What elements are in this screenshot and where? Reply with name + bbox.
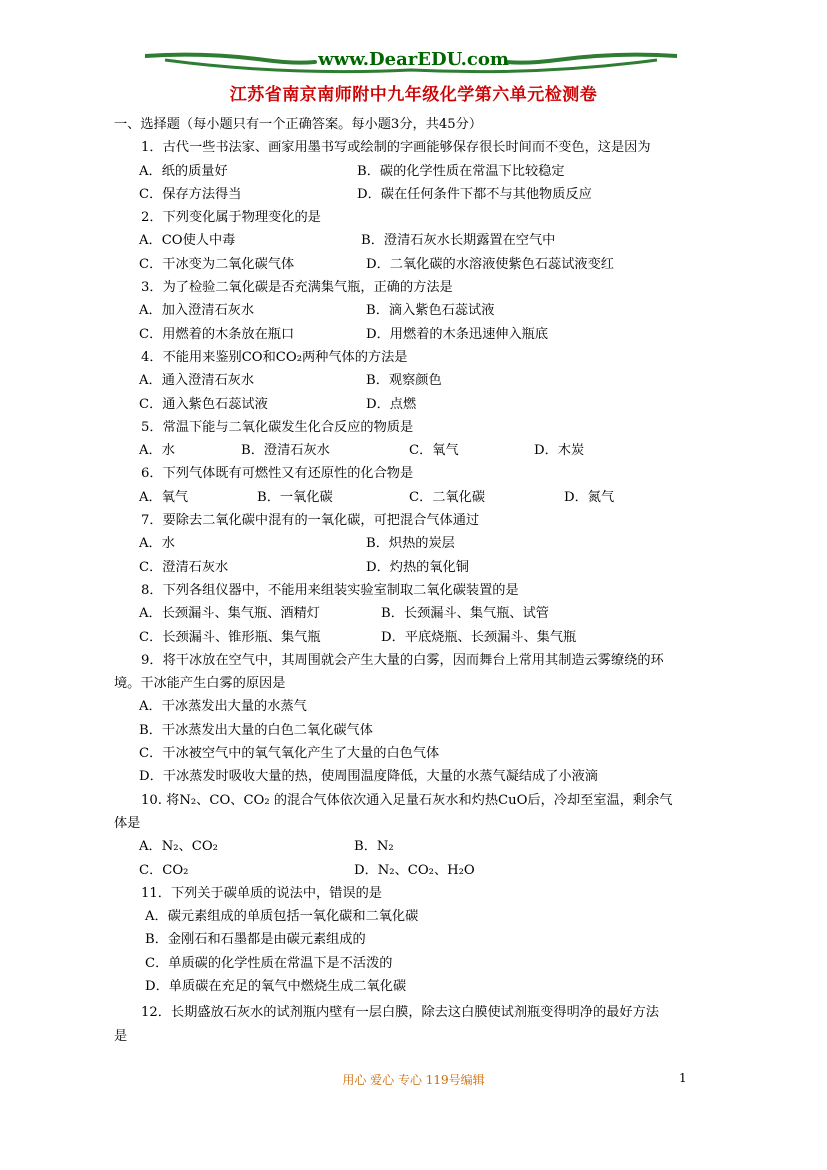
question-stem-continued: 境。干冰能产生白雾的原因是 [114,676,286,692]
option-a: A．加入澄清石灰水 [139,303,255,319]
exam-content [114,113,717,1048]
option-d: D．平底烧瓶、长颈漏斗、集气瓶 [381,629,577,645]
option-c: C．氧气 [409,443,459,459]
option-a: A．氧气 [139,489,189,505]
option-b: B．观察颜色 [366,373,442,389]
question-stem: 12．长期盛放石灰水的试剂瓶内壁有一层白膜，除去这白膜使试剂瓶变得明净的最好方法 [141,1005,659,1021]
option-c: C．干冰被空气中的氧气氧化产生了大量的白色气体 [139,746,440,762]
option-d: D．灼热的氧化铜 [366,559,469,575]
option-a: A．纸的质量好 [139,163,228,179]
option-a: A．N₂、CO₂ [139,839,218,855]
option-row [117,183,717,206]
option-d: D．木炭 [534,443,585,459]
option-d: D．点燃 [366,396,417,412]
option-d: D．N₂、CO₂、H₂O [354,862,475,878]
option-b: B．金刚石和石墨都是由碳元素组成的 [145,932,366,948]
option-row [117,253,717,276]
option-row [117,229,717,252]
question-stem: 6．下列气体既有可燃性又有还原性的化合物是 [141,466,414,482]
option-row [117,486,717,509]
site-name: www.DearEDU.com [318,49,509,70]
footer-slogan: 用心 爱心 专心 119号编辑 [342,1073,485,1087]
option-b: B．碳的化学性质在常温下比较稳定 [357,163,565,179]
option-c: C．澄清石灰水 [139,559,229,575]
option-c: C．长颈漏斗、锥形瓶、集气瓶 [139,629,321,645]
option-row [117,439,717,462]
option-a: A．水 [139,536,175,552]
option-row [117,556,717,579]
option-row [117,299,717,322]
option-row [117,323,717,346]
question-stem-continued: 体是 [114,815,141,831]
question-stem: 9．将干冰放在空气中，其周围就会产生大量的白雾，因而舞台上常用其制造云雾缭绕的环 [141,652,664,668]
option-row [117,369,717,392]
option-b: B．滴入紫色石蕊试液 [366,303,495,319]
page-number: 1 [679,1071,687,1085]
option-d: D．氮气 [564,489,615,505]
option-row [117,835,717,858]
option-a: A．干冰蒸发出大量的水蒸气 [139,699,307,715]
question-stem: 2．下列变化属于物理变化的是 [141,210,321,226]
option-row [117,626,717,649]
option-row [117,532,717,555]
option-d: D．二氧化碳的水溶液使紫色石蕊试液变红 [366,256,614,272]
question-stem: 8．下列各组仪器中，不能用来组装实验室制取二氧化碳装置的是 [141,582,519,598]
option-d: D．单质碳在充足的氧气中燃烧生成二氧化碳 [145,978,407,994]
option-b: B．N₂ [354,839,394,855]
option-a: A．长颈漏斗、集气瓶、酒精灯 [139,606,320,622]
question-stem: 3．为了检验二氧化碳是否充满集气瓶，正确的方法是 [141,280,453,296]
page-title: 江苏省南京南师附中九年级化学第六单元检测卷 [229,85,598,105]
option-b: B．澄清石灰水 [241,443,330,459]
question-stem: 10. 将N₂、CO、CO₂ 的混合气体依次通入足量石灰水和灼热CuO后，冷却至室温，剩余气 [141,792,673,808]
option-a: A．通入澄清石灰水 [139,373,255,389]
question-stem: 7．要除去二氧化碳中混有的一氧化碳，可把混合气体通过 [141,513,480,529]
option-c: C．用燃着的木条放在瓶口 [139,326,295,342]
option-row [117,160,717,183]
option-row [117,602,717,625]
question-stem: 11．下列关于碳单质的说法中，错误的是 [141,885,382,901]
option-c: C．CO₂ [139,862,189,878]
question-stem: 1．古代一些书法家、画家用墨书写或绘制的字画能够保存很长时间而不变色，这是因为 [141,140,651,156]
option-b: B．一氧化碳 [257,489,333,505]
question-stem: 4．不能用来鉴别CO和CO₂两种气体的方法是 [141,349,408,365]
option-c: C．保存方法得当 [139,186,242,202]
option-row [117,859,717,882]
option-c: C．二氧化碳 [409,489,486,505]
option-c: C．通入紫色石蕊试液 [139,396,268,412]
option-a: A．CO使人中毒 [139,233,236,249]
option-d: D．用燃着的木条迅速伸入瓶底 [366,326,549,342]
option-c: C．单质碳的化学性质在常温下是不活泼的 [145,955,393,971]
question-stem-continued: 是 [114,1028,128,1044]
option-b: B．干冰蒸发出大量的白色二氧化碳气体 [139,722,373,738]
question-stem: 5．常温下能与二氧化碳发生化合反应的物质是 [141,419,414,435]
section-heading: 一、选择题（每小题只有一个正确答案。每小题3分，共45分） [114,117,483,132]
option-d: D．碳在任何条件下都不与其他物质反应 [357,186,592,202]
option-c: C．干冰变为二氧化碳气体 [139,256,295,272]
option-a: A．水 [139,443,175,459]
option-b: B．长颈漏斗、集气瓶、试管 [381,606,549,622]
option-b: B．炽热的炭层 [366,536,455,552]
option-b: B．澄清石灰水长期露置在空气中 [361,233,556,249]
option-d: D．干冰蒸发时吸收大量的热，使周围温度降低，大量的水蒸气凝结成了小液滴 [139,769,598,785]
option-row [117,393,717,416]
option-a: A．碳元素组成的单质包括一氧化碳和二氧化碳 [145,909,419,925]
